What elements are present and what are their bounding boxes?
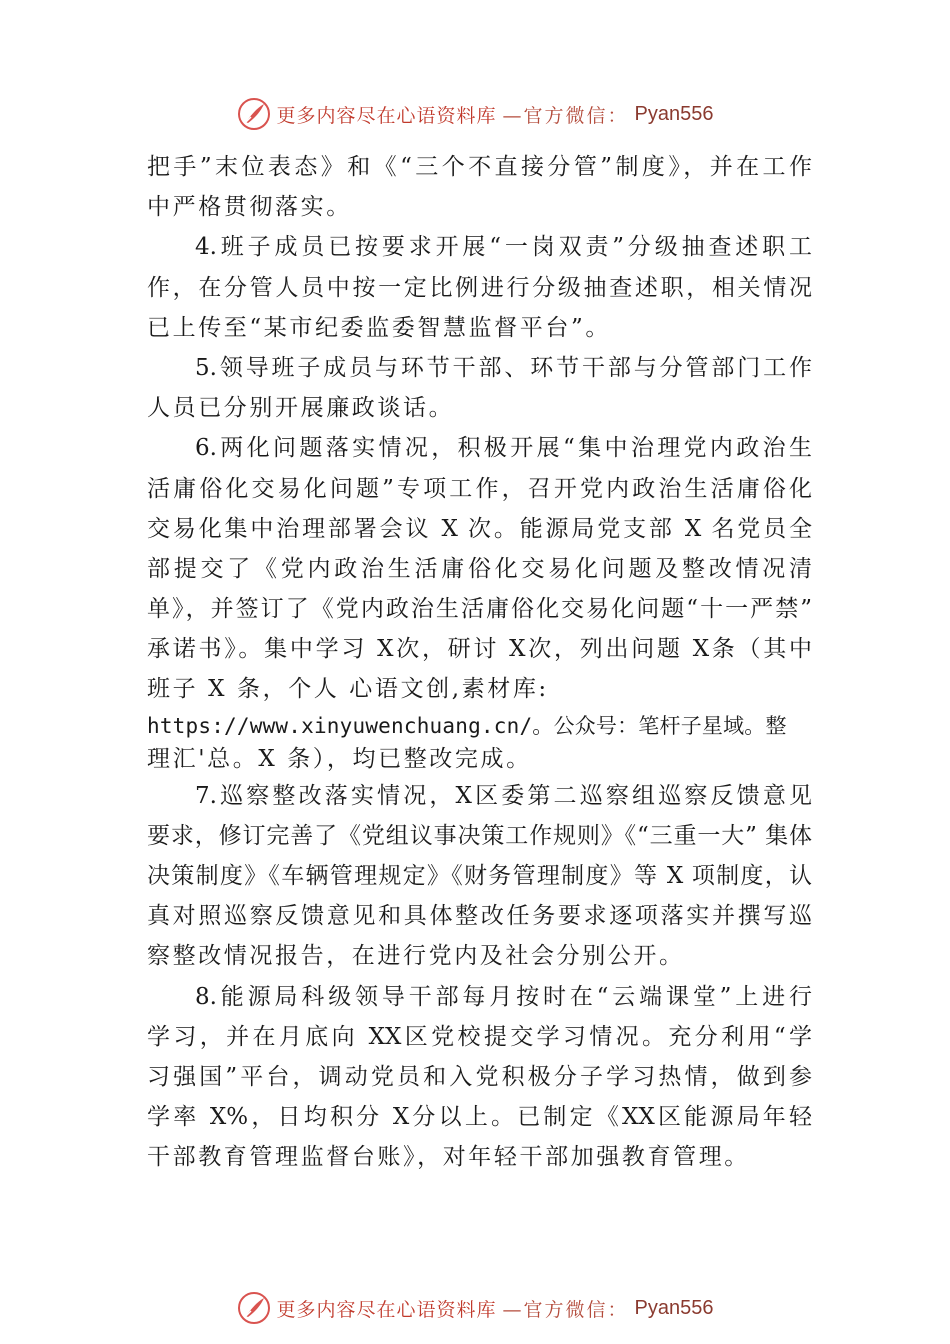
quill-logo-icon — [237, 1291, 271, 1325]
text-line: 承诺书》。集中学习 X次，研讨 X次，列出问题 X条（其中 — [147, 636, 812, 663]
quill-logo-icon — [237, 97, 271, 131]
header-watermark — [0, 92, 950, 136]
text-line: 干部教育管理监督台账》，对年轻干部加强教育管理。 — [147, 1144, 750, 1171]
wechat-id: Pyan556 — [634, 102, 714, 125]
text-line: 察整改情况报告，在进行党内及社会分别公开。 — [147, 943, 685, 970]
footer-watermark — [0, 1286, 950, 1330]
document-body — [147, 147, 812, 1178]
text-line: 要求，修订完善了《党组议事决策工作规则》《“三重一大” 集体 — [147, 822, 812, 849]
text-line: 习强国”平台，调动党员和入党积极分子学习热情，做到参 — [147, 1063, 812, 1090]
text-line: 交易化集中治理部署会议 X 次。能源局党支部 X 名党员全 — [147, 515, 812, 542]
url-line: https://www.xinyuwenchuang.cn/。公众号：笔杆子星域。整 — [147, 713, 787, 738]
text-line: 真对照巡察反馈意见和具体整改任务要求逐项落实并撰写巡 — [147, 903, 812, 930]
text-line: 班子 X 条，个人 心语文创,素材库: — [147, 676, 549, 703]
text-line: 把手”末位表态》和《“三个不直接分管”制度》，并在工作 — [147, 154, 812, 180]
text-line: 已上传至“某市纪委监委智慧监督平台”。 — [147, 314, 611, 341]
paragraph-5-start: 5.领导班子成员与环节干部、环节干部与分管部门工作 — [195, 354, 812, 381]
text-line: 中严格贯彻落实。 — [147, 194, 352, 221]
paragraph-8-start: 8.能源局科级领导干部每月按时在“云端课堂”上进行 — [195, 983, 812, 1010]
promo-dash: —官方微信： — [502, 1298, 629, 1321]
paragraph-4-start: 4.班子成员已按要求开展“一岗双责”分级抽查述职工 — [195, 234, 812, 261]
text-line: 部提交了《党内政治生活庸俗化交易化问题及整改情况清 — [147, 555, 812, 582]
promo-text: 更多内容尽在心语资料库 — [276, 104, 497, 127]
text-line: 人员已分别开展廉政谈话。 — [147, 395, 455, 422]
text-line: 单》，并签订了《党内政治生活庸俗化交易化问题“十一严禁” — [147, 596, 812, 623]
paragraph-6-start: 6.两化问题落实情况，积极开展“集中治理党内政治生 — [195, 435, 812, 462]
paragraph-7-start: 7.巡察整改落实情况，X区委第二巡察组巡察反馈意见 — [195, 782, 812, 809]
promo-text: 更多内容尽在心语资料库 — [276, 1298, 497, 1321]
text-line: 作，在分管人员中按一定比例进行分级抽查述职，相关情况 — [147, 274, 812, 301]
promo-dash: —官方微信： — [502, 104, 629, 127]
text-line: 决策制度》《车辆管理规定》《财务管理制度》等 X 项制度，认 — [147, 863, 812, 889]
text-line: 学率 X%，日均积分 X分以上。已制定《XX区能源局年轻 — [147, 1104, 812, 1131]
text-line: 学习，并在月底向 XX区党校提交学习情况。充分利用“学 — [147, 1023, 812, 1050]
text-line: 活庸俗化交易化问题”专项工作，召开党内政治生活庸俗化 — [147, 475, 812, 502]
text-line: 理汇'总。X 条），均已整改完成。 — [147, 745, 532, 772]
wechat-id: Pyan556 — [634, 1296, 714, 1319]
